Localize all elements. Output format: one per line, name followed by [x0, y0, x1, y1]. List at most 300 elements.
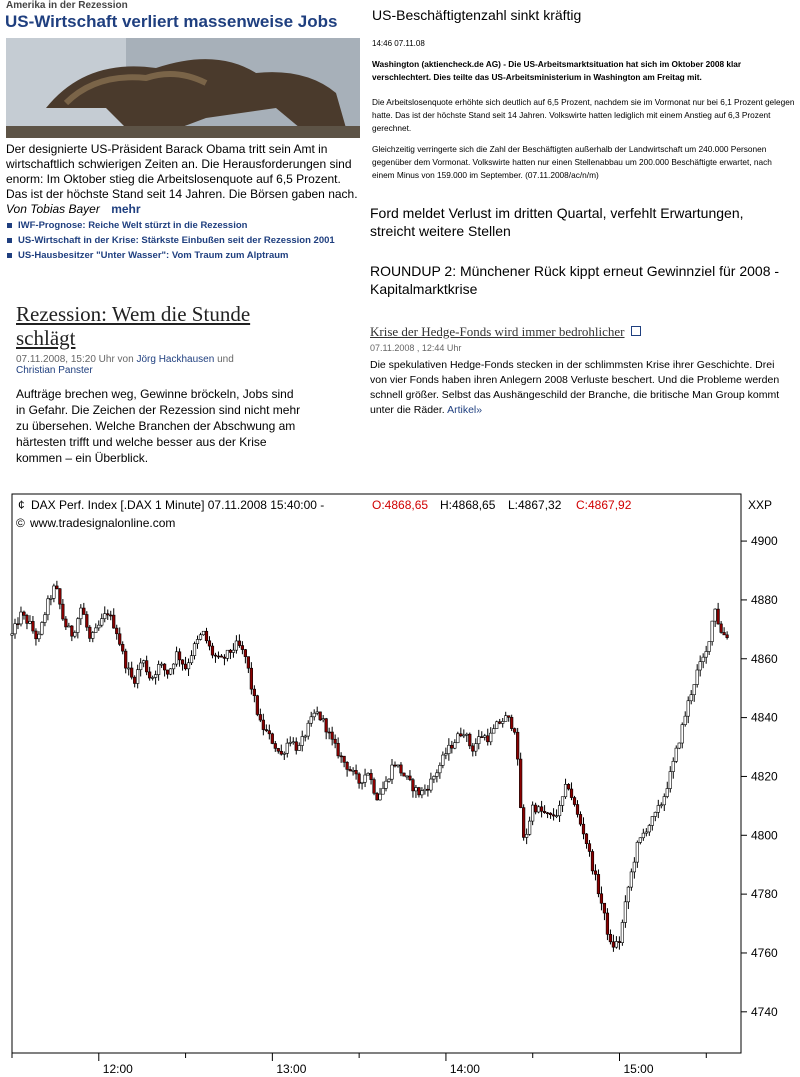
candle-body — [546, 813, 549, 814]
candle-body — [672, 761, 675, 771]
candle-body — [660, 805, 663, 806]
candle-body — [379, 794, 382, 800]
candle-body — [295, 742, 298, 751]
candle-body — [211, 646, 214, 655]
related-links — [6, 218, 361, 263]
candle-body — [14, 624, 17, 634]
chart-title: DAX Perf. Index [.DAX 1 Minute] 07.11.2008 15:40:00 - — [31, 498, 325, 512]
candle-body — [558, 805, 561, 815]
candle-body — [190, 656, 193, 663]
candle-body — [229, 650, 232, 652]
candle-body — [690, 695, 693, 701]
candle-body — [50, 598, 53, 599]
candle-body — [175, 652, 178, 664]
article-meta — [16, 354, 234, 376]
candle-body — [88, 627, 91, 638]
candle-body — [86, 614, 89, 627]
candle-body — [621, 922, 624, 942]
candle-body — [38, 634, 41, 639]
candle-body — [549, 813, 552, 815]
candle-body — [474, 744, 477, 751]
y-tick-label: 4860 — [751, 651, 778, 666]
candle-body — [316, 712, 319, 713]
candle-body — [714, 609, 717, 621]
candle-body — [409, 776, 412, 780]
candle-body — [367, 773, 370, 775]
candle-body — [448, 745, 451, 753]
article-body-text: Die spekulativen Hedge-Fonds stecken in der schlimmsten Krise ihrer Geschichte. Drei von vier Fonds haben ihren Anlegern 2008 Verluste beschert. Und die Probleme werden schnell größer. Selbst das Aushängeschild der Branche, die britische Man Group kommt unter die Räder. — [370, 359, 780, 416]
candle-body — [391, 765, 394, 779]
candle-body — [217, 656, 220, 657]
article-byline: Von Tobias Bayer — [6, 202, 100, 216]
candle-body — [199, 635, 202, 640]
author-link[interactable]: Jörg Hackhausen — [136, 354, 215, 365]
candle-body — [223, 657, 226, 658]
candle-body — [534, 805, 537, 812]
candle-body — [696, 670, 699, 685]
candle-body — [163, 664, 166, 670]
candle-body — [208, 641, 211, 646]
candle-body — [184, 664, 187, 669]
plot-area — [12, 494, 741, 1053]
candle-body — [576, 805, 579, 815]
candle-body — [510, 717, 513, 728]
candle-body — [427, 789, 430, 790]
meta-date: 07.11.2008, 15:20 Uhr von — [16, 354, 134, 365]
candle-body — [603, 903, 606, 913]
article-title-text[interactable]: Krise der Hedge-Fonds wird immer bedrohlicher — [370, 324, 625, 339]
candle-body — [519, 759, 522, 808]
candle-body — [606, 913, 609, 934]
candle-body — [463, 735, 466, 736]
candle-body — [451, 745, 454, 748]
candle-body — [238, 641, 241, 646]
candle-body — [370, 773, 373, 779]
candle-body — [241, 646, 244, 650]
headline-roundup[interactable]: ROUNDUP 2: Münchener Rück kippt erneut Gewinnziel für 2008 - Kapitalmarktkrise — [370, 263, 780, 297]
related-link[interactable]: US-Wirtschaft in der Krise: Stärkste Einbußen seit der Rezession 2001 — [6, 233, 361, 248]
article-title-employment[interactable]: US-Beschäftigtenzahl sinkt kräftig — [372, 7, 582, 23]
candle-body — [684, 716, 687, 724]
candle-body — [501, 721, 504, 723]
y-axis — [741, 534, 778, 1019]
candle-body — [313, 713, 316, 717]
candle-body — [460, 734, 463, 736]
candle-body — [280, 751, 283, 754]
candle-body — [552, 815, 555, 816]
candle-body — [675, 748, 678, 761]
x-tick-label: 14:00 — [449, 1062, 480, 1076]
article-body-text: Der designierte US-Präsident Barack Obama tritt sein Amt in wirtschaftlich schwierigen Zeiten an. Die Herausforderungen sind enorm: Im Oktober stieg die Arbeitslosenquote auf 6,5 Prozent. Das ist der höchste Stand seit 14 Jahren. Die Börsen gaben nach. — [6, 142, 358, 201]
candle-body — [513, 729, 516, 733]
candle-body — [600, 894, 603, 903]
symbol-label: XXP — [748, 498, 773, 512]
candle-body — [693, 685, 696, 695]
x-tick-label: 15:00 — [623, 1062, 654, 1076]
article-timestamp: 14:46 07.11.08 — [372, 39, 425, 48]
candle-body — [373, 780, 376, 794]
x-tick-label: 13:00 — [276, 1062, 307, 1076]
candle-body — [555, 816, 558, 817]
candle-body — [11, 634, 14, 635]
candle-body — [486, 736, 489, 742]
candle-body — [319, 712, 322, 720]
candle-body — [205, 631, 208, 641]
candle-body — [525, 834, 528, 837]
candle-body — [702, 657, 705, 661]
candle-body — [35, 631, 38, 639]
candle-body — [91, 633, 94, 639]
related-link[interactable]: IWF-Prognose: Reiche Welt stürzt in die Rezession — [6, 218, 361, 233]
candle-body — [277, 748, 280, 751]
candle-body — [495, 722, 498, 729]
candle-body — [705, 651, 708, 657]
candle-body — [522, 808, 525, 838]
external-link-icon[interactable] — [631, 326, 641, 336]
candle-body — [471, 746, 474, 751]
candle-body — [708, 642, 711, 652]
candle-body — [627, 887, 630, 902]
candle-body — [726, 635, 729, 638]
candle-body — [516, 732, 519, 759]
candle-body — [717, 609, 720, 624]
candle-body — [585, 834, 588, 844]
candle-body — [504, 716, 507, 722]
article-kicker: Amerika in der Rezession — [6, 0, 128, 11]
candle-body — [468, 734, 471, 746]
candle-body — [711, 621, 714, 641]
candle-body — [154, 675, 157, 678]
candle-body — [283, 753, 286, 754]
candle-body — [307, 723, 310, 736]
candle-body — [145, 661, 148, 672]
candle-body — [454, 743, 457, 749]
article-body-hedge-funds — [370, 358, 790, 418]
candle-body — [457, 734, 460, 743]
candle-body — [121, 644, 124, 651]
candle-body — [187, 663, 190, 669]
x-axis — [12, 1053, 706, 1076]
bull-statue-illustration — [6, 38, 360, 138]
candle-body — [334, 739, 337, 743]
y-tick-label: 4780 — [751, 887, 778, 902]
article-title-recession[interactable]: Rezession: Wem die Stunde schlägt — [16, 302, 251, 350]
y-tick-label: 4740 — [751, 1004, 778, 1019]
candle-body — [564, 784, 567, 796]
candle-body — [83, 608, 86, 614]
candle-body — [445, 754, 448, 755]
candle-body — [573, 798, 576, 805]
candle-body — [166, 670, 169, 674]
candle-body — [259, 715, 262, 721]
candle-body — [645, 832, 648, 833]
article-body-us-jobs — [6, 142, 361, 217]
article-title-hedge-funds[interactable] — [370, 324, 641, 340]
candle-body — [172, 664, 175, 669]
candle-body — [498, 722, 501, 724]
candle-body — [202, 631, 205, 635]
candle-body — [17, 624, 20, 625]
y-tick-label: 4840 — [751, 710, 778, 725]
candle-body — [480, 737, 483, 738]
more-link[interactable]: mehr — [111, 202, 141, 216]
article-link[interactable]: Artikel» — [447, 404, 483, 416]
candle-body — [20, 612, 23, 624]
candle-body — [289, 742, 292, 743]
candle-body — [109, 615, 112, 616]
candle-body — [68, 626, 71, 627]
candle-body — [433, 776, 436, 779]
candle-body — [466, 734, 469, 735]
candle-body — [349, 769, 352, 771]
candle-body — [328, 732, 331, 733]
candle-body — [253, 689, 256, 696]
candle-body — [178, 652, 181, 660]
candle-body — [421, 791, 424, 795]
candle-body — [268, 731, 271, 734]
chart-source: www.tradesignalonline.com — [30, 516, 176, 530]
candle-body — [543, 811, 546, 812]
candle-body — [80, 608, 83, 619]
candle-body — [597, 874, 600, 893]
candle-body — [540, 807, 543, 811]
candle-body — [648, 825, 651, 831]
candle-body — [97, 625, 100, 628]
candle-body — [56, 586, 59, 589]
candle-body — [537, 807, 540, 812]
chart-low: L:4867,32 — [508, 498, 562, 512]
candle-body — [570, 789, 573, 798]
candle-body — [247, 657, 250, 669]
candle-body — [630, 872, 633, 887]
candle-body — [588, 844, 591, 852]
candle-body — [286, 743, 289, 753]
candle-body — [579, 814, 582, 824]
candle-body — [561, 797, 564, 806]
candle-body — [196, 639, 199, 643]
candle-body — [44, 615, 47, 623]
candle-body — [244, 650, 247, 657]
candle-body — [415, 788, 418, 791]
y-tick-label: 4800 — [751, 828, 778, 843]
candle-body — [23, 612, 26, 615]
candle-body — [615, 941, 618, 947]
y-tick-label: 4900 — [751, 534, 778, 549]
candle-body — [397, 765, 400, 766]
candle-body — [430, 779, 433, 790]
candle-body — [681, 725, 684, 743]
candle-body — [594, 871, 597, 875]
candle-body — [151, 677, 154, 678]
candle-body — [343, 756, 346, 762]
candle-body — [32, 621, 35, 631]
candle-body — [157, 664, 160, 674]
bull-statue-photo[interactable] — [6, 38, 360, 138]
candle-body — [382, 788, 385, 794]
candle-body — [331, 732, 334, 739]
candle-body — [136, 670, 139, 684]
y-tick-label: 4820 — [751, 769, 778, 784]
candle-body — [47, 599, 50, 615]
candle-body — [71, 626, 74, 636]
candle-body — [256, 696, 259, 715]
candle-body — [160, 664, 163, 665]
candle-body — [642, 833, 645, 838]
candle-body — [361, 782, 364, 783]
chart-high: H:4868,65 — [440, 498, 496, 512]
candle-body — [388, 779, 391, 781]
candle-body — [720, 624, 723, 633]
candle-body — [663, 797, 666, 805]
candle-body — [77, 619, 80, 633]
candle-body — [340, 756, 343, 757]
candle-body — [531, 805, 534, 821]
candle-body — [232, 650, 235, 652]
candle-body — [112, 615, 115, 628]
candle-body — [169, 669, 172, 674]
candle-body — [624, 902, 627, 923]
candle-body — [74, 633, 77, 637]
candle-body — [271, 734, 274, 744]
author-link[interactable]: Christian Panster — [16, 365, 93, 376]
candle-body — [591, 851, 594, 870]
candle-body — [412, 780, 415, 791]
candle-body — [235, 641, 238, 650]
candle-body — [636, 842, 639, 862]
candle-body — [226, 650, 229, 658]
chart-close: C:4867,92 — [576, 498, 632, 512]
candle-body — [528, 821, 531, 834]
candle-body — [29, 621, 32, 623]
chart-open: O:4868,65 — [372, 498, 429, 512]
y-tick-label: 4880 — [751, 592, 778, 607]
candle-body — [567, 784, 570, 789]
candle-body — [687, 701, 690, 716]
article-paragraph: Gleichzeitig verringerte sich die Zahl der Beschäftigten außerhalb der Landwirtschaft um 240.000 Personen gegenüber dem Vormonat. Volkswirte hatten nur einen Stellenabbau um 200.000 Beschäftigte erwartet, nach einem Minus von 159.000 im September. (07.11.2008/ac/n/m) — [372, 144, 772, 180]
candle-body — [148, 672, 151, 678]
article-body-recession: Aufträge brechen weg, Gewinne bröckeln, Jobs sind in Gefahr. Die Zeichen der Rezession sind nicht mehr zu übersehen. Welche Branchen der Abschwung am härtesten trifft und welche besser aus der Krise kommen – ein Überblick. — [16, 387, 301, 465]
candle-body — [358, 774, 361, 783]
article-title-us-jobs[interactable]: US-Wirtschaft verliert massenweise Jobs — [5, 12, 338, 31]
candle-body — [489, 733, 492, 742]
headline-ford[interactable]: Ford meldet Verlust im dritten Quartal, verfehlt Erwartungen, streicht weitere Stellen — [370, 205, 744, 239]
candle-body — [127, 668, 130, 669]
candle-body — [26, 615, 29, 623]
candle-body — [130, 668, 133, 677]
candle-body — [310, 717, 313, 723]
candle-body — [346, 762, 349, 769]
candle-body — [609, 934, 612, 941]
candle-body — [352, 770, 355, 771]
candle-body — [442, 755, 445, 765]
candle-body — [193, 644, 196, 656]
candle-body — [723, 632, 726, 634]
chart-icon: ¢ — [18, 498, 25, 512]
candle-body — [394, 765, 397, 766]
candle-body — [492, 729, 495, 734]
x-tick-label: 12:00 — [102, 1062, 133, 1076]
candle-body — [250, 668, 253, 689]
candle-body — [633, 862, 636, 872]
candle-body — [654, 812, 657, 816]
candle-body — [376, 793, 379, 800]
candle-body — [436, 773, 439, 777]
meta-and: und — [217, 354, 234, 365]
dax-chart — [0, 488, 800, 1077]
candle-body — [106, 614, 109, 615]
candle-body — [699, 662, 702, 670]
candle-body — [424, 789, 427, 791]
candle-body — [612, 942, 615, 947]
candle-body — [439, 765, 442, 772]
candle-body — [214, 655, 217, 656]
candle-body — [262, 720, 265, 730]
candle-body — [220, 656, 223, 657]
y-tick-label: 4760 — [751, 945, 778, 960]
candle-body — [304, 736, 307, 737]
candle-body — [639, 838, 642, 843]
candle-body — [292, 742, 295, 743]
candle-body — [666, 789, 669, 797]
candle-body — [53, 586, 56, 598]
candle-body — [115, 628, 118, 634]
candle-body — [651, 816, 654, 825]
candle-body — [507, 716, 510, 718]
candle-body — [274, 743, 277, 748]
candle-body — [477, 737, 480, 744]
candle-body — [618, 941, 621, 942]
candle-body — [139, 663, 142, 670]
candle-body — [124, 651, 127, 668]
candle-body — [403, 773, 406, 776]
article-meta: 07.11.2008 , 12:44 Uhr — [370, 343, 462, 353]
candle-body — [355, 770, 358, 774]
candle-body — [181, 660, 184, 664]
candle-body — [337, 743, 340, 756]
candle-body — [133, 677, 136, 683]
article-link-label: Artikel — [447, 404, 477, 416]
candle-body — [657, 805, 660, 812]
article-lead: Washington (aktiencheck.de AG) - Die US-Arbeitsmarktsituation hat sich im Oktober 2008 klar verschlechtert. Dies teilte das US-Arbeitsministerium in Washington am Freitag mit. — [372, 59, 742, 82]
candle-body — [298, 746, 301, 751]
candle-body — [483, 736, 486, 737]
candle-body — [322, 719, 325, 720]
candle-body — [678, 743, 681, 748]
candle-body — [400, 765, 403, 773]
candle-body — [59, 589, 62, 604]
candle-body — [265, 730, 268, 731]
candle-body — [364, 775, 367, 782]
candle-body — [41, 622, 44, 634]
candle-body — [582, 824, 585, 834]
candle-body — [385, 781, 388, 788]
candle-body — [62, 604, 65, 619]
candle-body — [103, 614, 106, 619]
candle-body — [301, 737, 304, 746]
candle-body — [100, 619, 103, 626]
candle-body — [325, 719, 328, 732]
candle-body — [406, 776, 409, 777]
copyright-icon: © — [16, 516, 25, 530]
candle-body — [65, 619, 68, 627]
article-paragraph: Die Arbeitslosenquote erhöhte sich deutlich auf 6,5 Prozent, nachdem sie im Vormonat nur bei 6,1 Prozent gelegen hatte. Das ist der höchste Stand seit 14 Jahren. Volkswirte hatten lediglich mit einem Anstieg auf 6,3 Prozent gerechnet. — [372, 97, 795, 133]
related-link[interactable]: US-Hausbesitzer "Unter Wasser": Vom Traum zum Alptraum — [6, 248, 361, 263]
candle-body — [118, 634, 121, 645]
candle-body — [418, 788, 421, 795]
candle-body — [669, 772, 672, 789]
candle-body — [142, 661, 145, 663]
candle-body — [94, 628, 97, 633]
